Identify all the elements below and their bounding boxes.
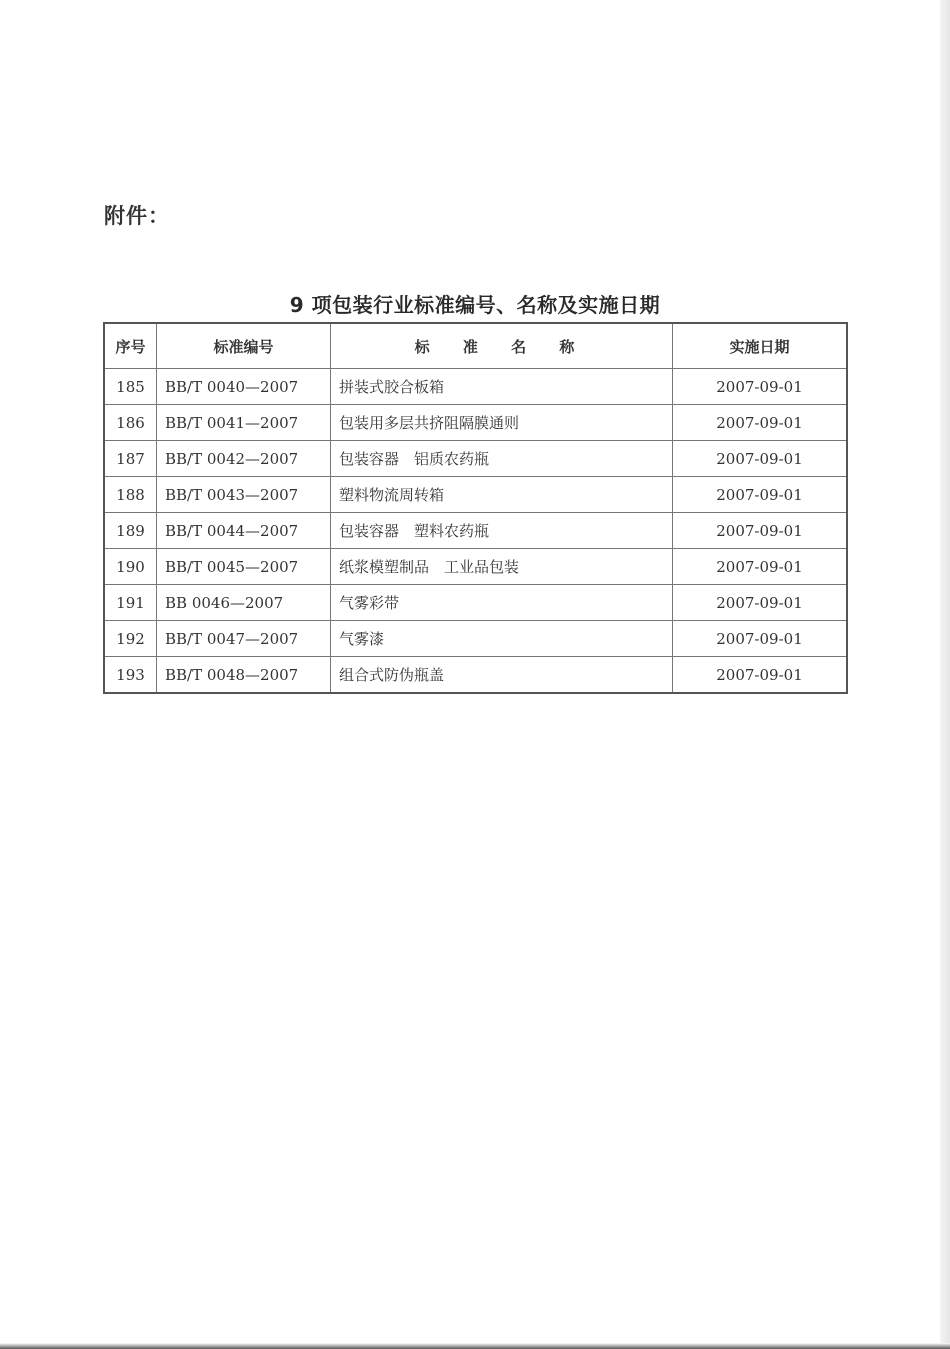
row-name: 纸浆模塑制品 工业品包装 — [331, 549, 673, 585]
row-date: 2007-09-01 — [673, 477, 848, 513]
row-date: 2007-09-01 — [673, 657, 848, 694]
row-no: 189 — [104, 513, 157, 549]
page-right-edge-shadow — [940, 0, 950, 1349]
row-name: 包装容器 铝质农药瓶 — [331, 441, 673, 477]
table-title: 9 项包装行业标准编号、名称及实施日期 — [289, 293, 661, 317]
row-no: 193 — [104, 657, 157, 694]
row-no: 186 — [104, 405, 157, 441]
row-code: BB/T 0044—2007 — [157, 513, 331, 549]
row-code: BB/T 0041—2007 — [157, 405, 331, 441]
row-no: 191 — [104, 585, 157, 621]
header-code: 标准编号 — [157, 323, 331, 369]
table-row — [104, 369, 847, 405]
row-no: 192 — [104, 621, 157, 657]
attachment-label: 附件： — [104, 204, 170, 228]
row-code: BB/T 0048—2007 — [157, 657, 331, 694]
page-bottom-edge-shadow — [0, 1343, 950, 1349]
table-row — [104, 405, 847, 441]
table-row — [104, 513, 847, 549]
row-date: 2007-09-01 — [673, 441, 848, 477]
row-no: 185 — [104, 369, 157, 405]
row-name: 拼装式胶合板箱 — [331, 369, 673, 405]
table-header-row — [104, 323, 847, 369]
table-row — [104, 477, 847, 513]
row-code: BB/T 0040—2007 — [157, 369, 331, 405]
table-row — [104, 585, 847, 621]
table-row — [104, 621, 847, 657]
row-no: 187 — [104, 441, 157, 477]
row-name: 包装用多层共挤阻隔膜通则 — [331, 405, 673, 441]
header-no: 序号 — [104, 323, 157, 369]
row-code: BB 0046—2007 — [157, 585, 331, 621]
row-code: BB/T 0047—2007 — [157, 621, 331, 657]
row-name: 气雾漆 — [331, 621, 673, 657]
row-no: 188 — [104, 477, 157, 513]
row-date: 2007-09-01 — [673, 585, 848, 621]
header-date: 实施日期 — [673, 323, 848, 369]
table-row — [104, 441, 847, 477]
standards-table — [103, 322, 848, 694]
table-row — [104, 549, 847, 585]
row-date: 2007-09-01 — [673, 621, 848, 657]
row-date: 2007-09-01 — [673, 513, 848, 549]
row-code: BB/T 0045—2007 — [157, 549, 331, 585]
header-name: 标 准 名 称 — [331, 323, 673, 369]
row-code: BB/T 0043—2007 — [157, 477, 331, 513]
row-date: 2007-09-01 — [673, 369, 848, 405]
row-date: 2007-09-01 — [673, 549, 848, 585]
row-name: 组合式防伪瓶盖 — [331, 657, 673, 694]
row-name: 包装容器 塑料农药瓶 — [331, 513, 673, 549]
row-code: BB/T 0042—2007 — [157, 441, 331, 477]
row-date: 2007-09-01 — [673, 405, 848, 441]
row-name: 气雾彩带 — [331, 585, 673, 621]
table-row — [104, 657, 847, 694]
row-name: 塑料物流周转箱 — [331, 477, 673, 513]
row-no: 190 — [104, 549, 157, 585]
